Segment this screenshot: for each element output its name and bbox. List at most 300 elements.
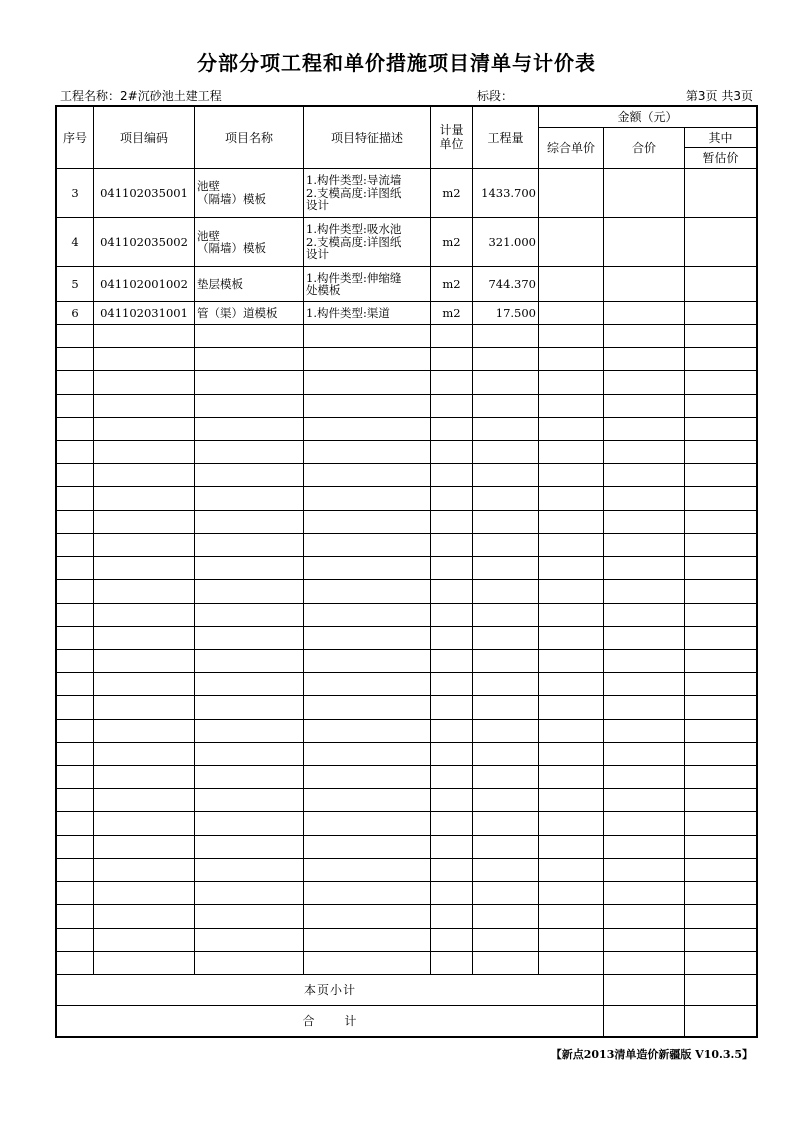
empty-cell — [604, 766, 685, 789]
empty-cell — [94, 835, 195, 858]
empty-cell — [431, 649, 473, 672]
empty-cell — [539, 603, 604, 626]
empty-cell — [94, 348, 195, 371]
empty-cell — [431, 464, 473, 487]
empty-cell — [57, 649, 94, 672]
empty-cell — [604, 487, 685, 510]
row-seq: 6 — [57, 302, 94, 325]
header-qty: 工程量 — [473, 107, 539, 169]
empty-cell — [304, 766, 431, 789]
header-amount: 金额（元） — [539, 107, 757, 128]
empty-cell — [539, 835, 604, 858]
empty-cell — [195, 882, 304, 905]
empty-cell — [431, 742, 473, 765]
empty-cell — [431, 766, 473, 789]
empty-cell — [473, 348, 539, 371]
empty-cell — [431, 696, 473, 719]
empty-cell — [57, 557, 94, 580]
row-unit: m2 — [431, 217, 473, 266]
row-amount-cell — [604, 217, 685, 266]
empty-cell — [195, 858, 304, 881]
empty-cell — [304, 742, 431, 765]
empty-cell — [195, 371, 304, 394]
row-amount-cell — [685, 302, 757, 325]
empty-cell — [604, 533, 685, 556]
empty-cell — [304, 696, 431, 719]
empty-cell — [195, 673, 304, 696]
empty-cell — [431, 882, 473, 905]
empty-cell — [473, 394, 539, 417]
empty-cell — [473, 742, 539, 765]
empty-row — [57, 348, 757, 371]
empty-cell — [57, 835, 94, 858]
row-name: 垫层模板 — [195, 267, 304, 302]
empty-cell — [604, 673, 685, 696]
empty-row — [57, 719, 757, 742]
table-row — [57, 302, 757, 325]
empty-cell — [57, 719, 94, 742]
row-code: 041102031001 — [94, 302, 195, 325]
empty-row — [57, 673, 757, 696]
empty-cell — [304, 417, 431, 440]
empty-cell — [57, 394, 94, 417]
empty-cell — [57, 371, 94, 394]
empty-cell — [539, 812, 604, 835]
empty-cell — [685, 394, 757, 417]
empty-row — [57, 928, 757, 951]
empty-cell — [685, 417, 757, 440]
empty-cell — [57, 766, 94, 789]
empty-cell — [94, 464, 195, 487]
empty-cell — [604, 789, 685, 812]
empty-cell — [94, 394, 195, 417]
empty-cell — [604, 626, 685, 649]
empty-cell — [57, 858, 94, 881]
empty-cell — [57, 742, 94, 765]
empty-cell — [473, 766, 539, 789]
empty-cell — [685, 649, 757, 672]
empty-cell — [539, 417, 604, 440]
empty-cell — [94, 812, 195, 835]
empty-cell — [539, 673, 604, 696]
row-desc: 1.构件类型:渠道 — [304, 302, 431, 325]
empty-row — [57, 603, 757, 626]
empty-cell — [685, 440, 757, 463]
empty-cell — [539, 510, 604, 533]
empty-cell — [57, 951, 94, 974]
empty-cell — [685, 928, 757, 951]
empty-cell — [304, 510, 431, 533]
empty-cell — [539, 858, 604, 881]
empty-cell — [539, 533, 604, 556]
empty-cell — [57, 487, 94, 510]
empty-cell — [431, 673, 473, 696]
empty-cell — [431, 440, 473, 463]
empty-cell — [94, 789, 195, 812]
empty-cell — [195, 510, 304, 533]
empty-cell — [304, 951, 431, 974]
header-name: 项目名称 — [195, 107, 304, 169]
empty-cell — [685, 882, 757, 905]
empty-cell — [57, 789, 94, 812]
empty-cell — [304, 626, 431, 649]
empty-cell — [539, 766, 604, 789]
empty-cell — [604, 417, 685, 440]
empty-cell — [304, 440, 431, 463]
empty-cell — [604, 812, 685, 835]
empty-cell — [604, 835, 685, 858]
empty-cell — [473, 371, 539, 394]
empty-cell — [473, 812, 539, 835]
empty-cell — [473, 789, 539, 812]
header-of-which: 其中 — [685, 127, 757, 148]
empty-cell — [685, 603, 757, 626]
empty-cell — [195, 951, 304, 974]
row-amount-cell — [539, 267, 604, 302]
empty-cell — [195, 649, 304, 672]
empty-cell — [57, 673, 94, 696]
empty-cell — [539, 487, 604, 510]
empty-row — [57, 882, 757, 905]
empty-row — [57, 789, 757, 812]
empty-cell — [604, 905, 685, 928]
empty-cell — [685, 766, 757, 789]
empty-cell — [685, 719, 757, 742]
empty-cell — [473, 324, 539, 347]
empty-cell — [57, 464, 94, 487]
empty-cell — [604, 882, 685, 905]
empty-cell — [604, 324, 685, 347]
empty-cell — [604, 580, 685, 603]
empty-cell — [195, 464, 304, 487]
empty-row — [57, 766, 757, 789]
empty-cell — [431, 371, 473, 394]
empty-cell — [473, 440, 539, 463]
empty-cell — [57, 696, 94, 719]
table-row — [57, 267, 757, 302]
empty-cell — [685, 858, 757, 881]
empty-cell — [685, 626, 757, 649]
empty-cell — [539, 394, 604, 417]
empty-cell — [94, 766, 195, 789]
row-amount-cell — [604, 168, 685, 217]
row-amount-cell — [539, 217, 604, 266]
page-subtotal-row — [57, 975, 757, 1006]
empty-cell — [685, 905, 757, 928]
empty-cell — [94, 324, 195, 347]
empty-cell — [604, 719, 685, 742]
empty-cell — [539, 905, 604, 928]
empty-cell — [431, 603, 473, 626]
empty-cell — [431, 626, 473, 649]
empty-cell — [685, 812, 757, 835]
project-name: 工程名称：2#沉砂池土建工程 — [60, 89, 222, 103]
empty-cell — [685, 371, 757, 394]
row-desc: 1.构件类型:吸水池 2.支模高度:详图纸 设计 — [304, 217, 431, 266]
empty-cell — [195, 742, 304, 765]
software-version: 【新点2013清单造价新疆版 V10.3.5】 — [550, 1048, 753, 1061]
empty-cell — [195, 580, 304, 603]
empty-row — [57, 510, 757, 533]
row-amount-cell — [539, 302, 604, 325]
row-code: 041102035001 — [94, 168, 195, 217]
row-unit: m2 — [431, 302, 473, 325]
empty-cell — [94, 487, 195, 510]
empty-cell — [685, 789, 757, 812]
row-qty: 744.370 — [473, 267, 539, 302]
empty-cell — [685, 464, 757, 487]
row-name: 管（渠）道模板 — [195, 302, 304, 325]
row-qty: 17.500 — [473, 302, 539, 325]
empty-cell — [539, 951, 604, 974]
empty-cell — [304, 649, 431, 672]
grand-total-row — [57, 1005, 757, 1036]
empty-row — [57, 580, 757, 603]
empty-row — [57, 858, 757, 881]
empty-cell — [604, 348, 685, 371]
empty-cell — [539, 928, 604, 951]
empty-cell — [431, 580, 473, 603]
empty-cell — [195, 487, 304, 510]
empty-cell — [473, 533, 539, 556]
row-amount-cell — [604, 267, 685, 302]
empty-cell — [94, 371, 195, 394]
empty-cell — [304, 348, 431, 371]
empty-cell — [195, 557, 304, 580]
row-unit: m2 — [431, 267, 473, 302]
empty-row — [57, 696, 757, 719]
empty-cell — [94, 533, 195, 556]
empty-cell — [57, 603, 94, 626]
grand-total-row-value — [604, 1005, 685, 1036]
empty-cell — [304, 464, 431, 487]
empty-cell — [539, 580, 604, 603]
empty-cell — [685, 510, 757, 533]
grand-total-row-label: 合 计 — [57, 1005, 604, 1036]
empty-cell — [431, 719, 473, 742]
empty-cell — [94, 951, 195, 974]
empty-cell — [604, 696, 685, 719]
empty-cell — [57, 440, 94, 463]
empty-cell — [604, 440, 685, 463]
empty-cell — [195, 626, 304, 649]
empty-cell — [57, 812, 94, 835]
empty-row — [57, 557, 757, 580]
empty-cell — [604, 951, 685, 974]
empty-row — [57, 835, 757, 858]
header-desc: 项目特征描述 — [304, 107, 431, 169]
header-seq: 序号 — [57, 107, 94, 169]
empty-cell — [94, 928, 195, 951]
empty-cell — [473, 905, 539, 928]
empty-cell — [604, 742, 685, 765]
table-row — [57, 217, 757, 266]
row-seq: 5 — [57, 267, 94, 302]
empty-cell — [304, 882, 431, 905]
empty-cell — [473, 626, 539, 649]
empty-row — [57, 440, 757, 463]
empty-cell — [94, 742, 195, 765]
empty-cell — [304, 371, 431, 394]
empty-cell — [604, 928, 685, 951]
empty-cell — [685, 673, 757, 696]
empty-cell — [685, 324, 757, 347]
empty-cell — [539, 557, 604, 580]
empty-cell — [431, 348, 473, 371]
empty-cell — [431, 394, 473, 417]
row-name: 池壁 （隔墙）模板 — [195, 168, 304, 217]
empty-cell — [473, 487, 539, 510]
grand-total-row-value — [685, 1005, 757, 1036]
empty-row — [57, 324, 757, 347]
header-unit: 计量 单位 — [431, 107, 473, 169]
empty-cell — [685, 951, 757, 974]
empty-cell — [604, 510, 685, 533]
empty-cell — [604, 394, 685, 417]
empty-cell — [94, 719, 195, 742]
empty-cell — [304, 812, 431, 835]
empty-cell — [94, 580, 195, 603]
empty-cell — [539, 626, 604, 649]
empty-cell — [473, 928, 539, 951]
section-label: 标段： — [477, 89, 514, 103]
empty-cell — [604, 649, 685, 672]
empty-cell — [539, 696, 604, 719]
empty-cell — [195, 440, 304, 463]
empty-cell — [57, 928, 94, 951]
empty-cell — [685, 533, 757, 556]
empty-cell — [195, 719, 304, 742]
empty-cell — [57, 626, 94, 649]
empty-cell — [195, 766, 304, 789]
empty-cell — [195, 348, 304, 371]
empty-cell — [539, 324, 604, 347]
empty-cell — [195, 324, 304, 347]
empty-cell — [473, 417, 539, 440]
row-qty: 321.000 — [473, 217, 539, 266]
empty-cell — [304, 603, 431, 626]
empty-cell — [539, 348, 604, 371]
empty-cell — [473, 557, 539, 580]
empty-cell — [539, 371, 604, 394]
empty-cell — [304, 673, 431, 696]
empty-cell — [304, 580, 431, 603]
empty-cell — [94, 626, 195, 649]
page-number: 第3页 共3页 — [685, 89, 753, 103]
page-subtotal-row-value — [685, 975, 757, 1006]
empty-cell — [473, 649, 539, 672]
empty-cell — [195, 835, 304, 858]
empty-cell — [195, 696, 304, 719]
empty-row — [57, 742, 757, 765]
empty-cell — [94, 603, 195, 626]
row-amount-cell — [685, 168, 757, 217]
empty-cell — [304, 905, 431, 928]
empty-cell — [195, 789, 304, 812]
row-amount-cell — [604, 302, 685, 325]
empty-cell — [539, 882, 604, 905]
empty-row — [57, 394, 757, 417]
empty-cell — [473, 603, 539, 626]
header-provisional: 暂估价 — [685, 148, 757, 169]
empty-cell — [685, 348, 757, 371]
empty-row — [57, 649, 757, 672]
row-desc: 1.构件类型:伸缩缝 处模板 — [304, 267, 431, 302]
empty-cell — [195, 812, 304, 835]
empty-cell — [473, 510, 539, 533]
empty-row — [57, 371, 757, 394]
empty-cell — [539, 464, 604, 487]
page-subtotal-row-value — [604, 975, 685, 1006]
row-seq: 3 — [57, 168, 94, 217]
empty-cell — [57, 580, 94, 603]
empty-cell — [685, 742, 757, 765]
empty-cell — [685, 557, 757, 580]
empty-cell — [431, 858, 473, 881]
empty-cell — [473, 858, 539, 881]
empty-cell — [304, 557, 431, 580]
empty-cell — [195, 533, 304, 556]
empty-cell — [94, 440, 195, 463]
empty-row — [57, 905, 757, 928]
empty-cell — [94, 858, 195, 881]
row-amount-cell — [539, 168, 604, 217]
empty-cell — [195, 928, 304, 951]
empty-cell — [304, 394, 431, 417]
empty-cell — [94, 649, 195, 672]
empty-cell — [57, 882, 94, 905]
empty-cell — [94, 882, 195, 905]
page-subtotal-row-label: 本页小计 — [57, 975, 604, 1006]
row-seq: 4 — [57, 217, 94, 266]
empty-cell — [304, 858, 431, 881]
bill-table — [56, 106, 757, 1037]
empty-cell — [195, 905, 304, 928]
header-total-price: 合价 — [604, 127, 685, 168]
empty-cell — [604, 371, 685, 394]
empty-cell — [94, 510, 195, 533]
empty-cell — [539, 742, 604, 765]
empty-cell — [604, 557, 685, 580]
row-desc: 1.构件类型:导流墙 2.支模高度:详图纸 设计 — [304, 168, 431, 217]
empty-row — [57, 812, 757, 835]
empty-cell — [431, 835, 473, 858]
empty-cell — [304, 719, 431, 742]
empty-cell — [431, 812, 473, 835]
empty-cell — [473, 673, 539, 696]
empty-row — [57, 533, 757, 556]
empty-cell — [604, 858, 685, 881]
empty-cell — [473, 580, 539, 603]
empty-row — [57, 626, 757, 649]
row-code: 041102035002 — [94, 217, 195, 266]
empty-cell — [539, 440, 604, 463]
empty-cell — [604, 464, 685, 487]
empty-cell — [604, 603, 685, 626]
empty-cell — [431, 510, 473, 533]
empty-cell — [94, 673, 195, 696]
empty-row — [57, 951, 757, 974]
empty-cell — [431, 789, 473, 812]
empty-row — [57, 487, 757, 510]
empty-cell — [57, 417, 94, 440]
empty-cell — [473, 696, 539, 719]
empty-cell — [473, 882, 539, 905]
empty-cell — [94, 905, 195, 928]
empty-cell — [539, 789, 604, 812]
empty-cell — [195, 394, 304, 417]
row-amount-cell — [685, 217, 757, 266]
